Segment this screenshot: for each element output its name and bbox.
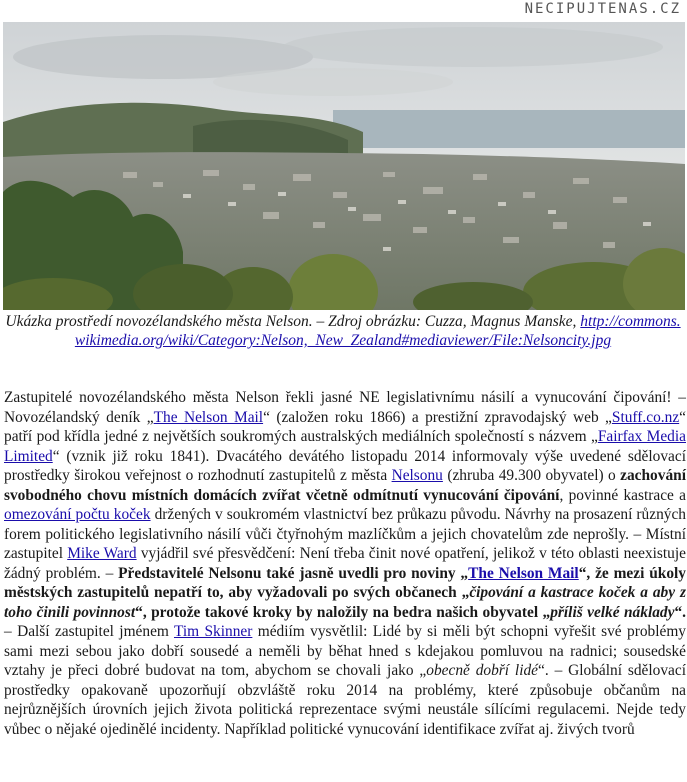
bold-text: “, protože takové kroky by naložily na bedra našich obyvatel „ <box>135 603 551 621</box>
bold-text: “. <box>674 603 686 621</box>
article-text: “ (vznik již roku 1841). Dvacátého devátého listopadu 2014 informovaly výše uvedené sdělovací prostředky širokou veřejnost o rozhodnutí zastupitelů z města <box>4 447 686 484</box>
article-text: Zastupitelé novozélandského města Nelson řekli jasné NE legislativnímu násilí a vynucování čipování! – Novozélandský deník „ <box>4 389 686 426</box>
caption-source-link[interactable]: http://commons.wikimedia.org/wiki/Category:Nelson,_New_Zealand#mediaviewer/File:Nelsoncity.jpg <box>74 313 681 349</box>
link-omezovani-poctu-kocek[interactable]: omezování počtu koček <box>4 506 151 523</box>
article-body <box>4 388 686 739</box>
bold-italic-text: příliš velké náklady <box>550 603 675 621</box>
link-the-nelson-mail-2[interactable]: The Nelson Mail <box>468 564 579 582</box>
article-text: “ (založen roku 1866) a prestižní zpravodajský web „ <box>263 408 612 426</box>
bold-text: zachování svobodného chovu místních domácích zvířat včetně odmítnutí vynucování čipování <box>4 467 686 504</box>
site-watermark: NECIPUJTENAS.CZ <box>524 1 681 17</box>
link-stuff-co-nz[interactable]: Stuff.co.nz <box>611 408 680 426</box>
article-text: vyjádřil své přesvědčení: Není třeba činit nové opatření, jelikož v této oblasti neexistuje žádný problém. – <box>4 545 686 582</box>
link-mike-ward[interactable]: Mike Ward <box>67 545 137 562</box>
italic-text: obecně dobří lidé <box>426 662 539 679</box>
article-text: (zhruba 49.300 obyvatel) o <box>442 467 621 484</box>
bold-italic-text: čipování a kastrace koček a aby z toho činili povinnost <box>4 584 686 621</box>
nelson-city-photo <box>3 22 685 310</box>
article-text: , povinné kastrace a <box>559 486 686 504</box>
article-text: “ patří pod křídla jedné z největších soukromých australských mediálních společností s názvem „ <box>4 408 687 445</box>
link-fairfax-media[interactable]: Fairfax Media Limited <box>4 428 686 465</box>
caption-text: Ukázka prostředí novozélandského města Nelson. – Zdroj obrázku: Cuzza, Magnus Manske, <box>5 313 577 330</box>
article-text: “. – Globální sdělovací prostředky opakovaně upozorňují obzvláště roku 2014 na problémy, které způsobuje občanům na nejrůznějších úrovních jejich života politická reprezentace svými neustále sílícími regulacemi. Nejde tedy vůbec o nějaké ojedinělé incidenty. Například politické vynucování identifikace zvířat aj. živých tvorů <box>4 662 686 738</box>
link-the-nelson-mail[interactable]: The Nelson Mail <box>153 408 264 426</box>
photo-caption <box>4 312 682 350</box>
bold-text: Představitelé Nelsonu také jasně uvedli pro noviny „ <box>118 564 469 582</box>
article-text: – Další zastupitel jménem <box>4 623 174 640</box>
article-text: médiím vysvětlil: Lidé by si měli být schopni vyřešit své problémy sami mezi sebou jako dobří sousedé a neměli by běhat hned s kdejakou pomluvou na radnici; sousedské vztahy je přeci dobré budovat na tom, abychom se chovali jako „ <box>4 623 686 679</box>
article-text: držených v soukromém vlastnictví bez průkazu původu. Návrhy na prosazení různých forem politického legislativního násilí vůči čtyřnohým mazlíčkům a jejich chovatelům zde neprošly. – Místní zastupitel <box>4 506 686 562</box>
link-nelsonu[interactable]: Nelsonu <box>391 467 443 484</box>
link-tim-skinner[interactable]: Tim Skinner <box>173 623 253 640</box>
bold-text: “, že mezi úkoly městských zastupitelů nepatří to, aby vyžadovali po svých občanech „ <box>4 564 687 601</box>
